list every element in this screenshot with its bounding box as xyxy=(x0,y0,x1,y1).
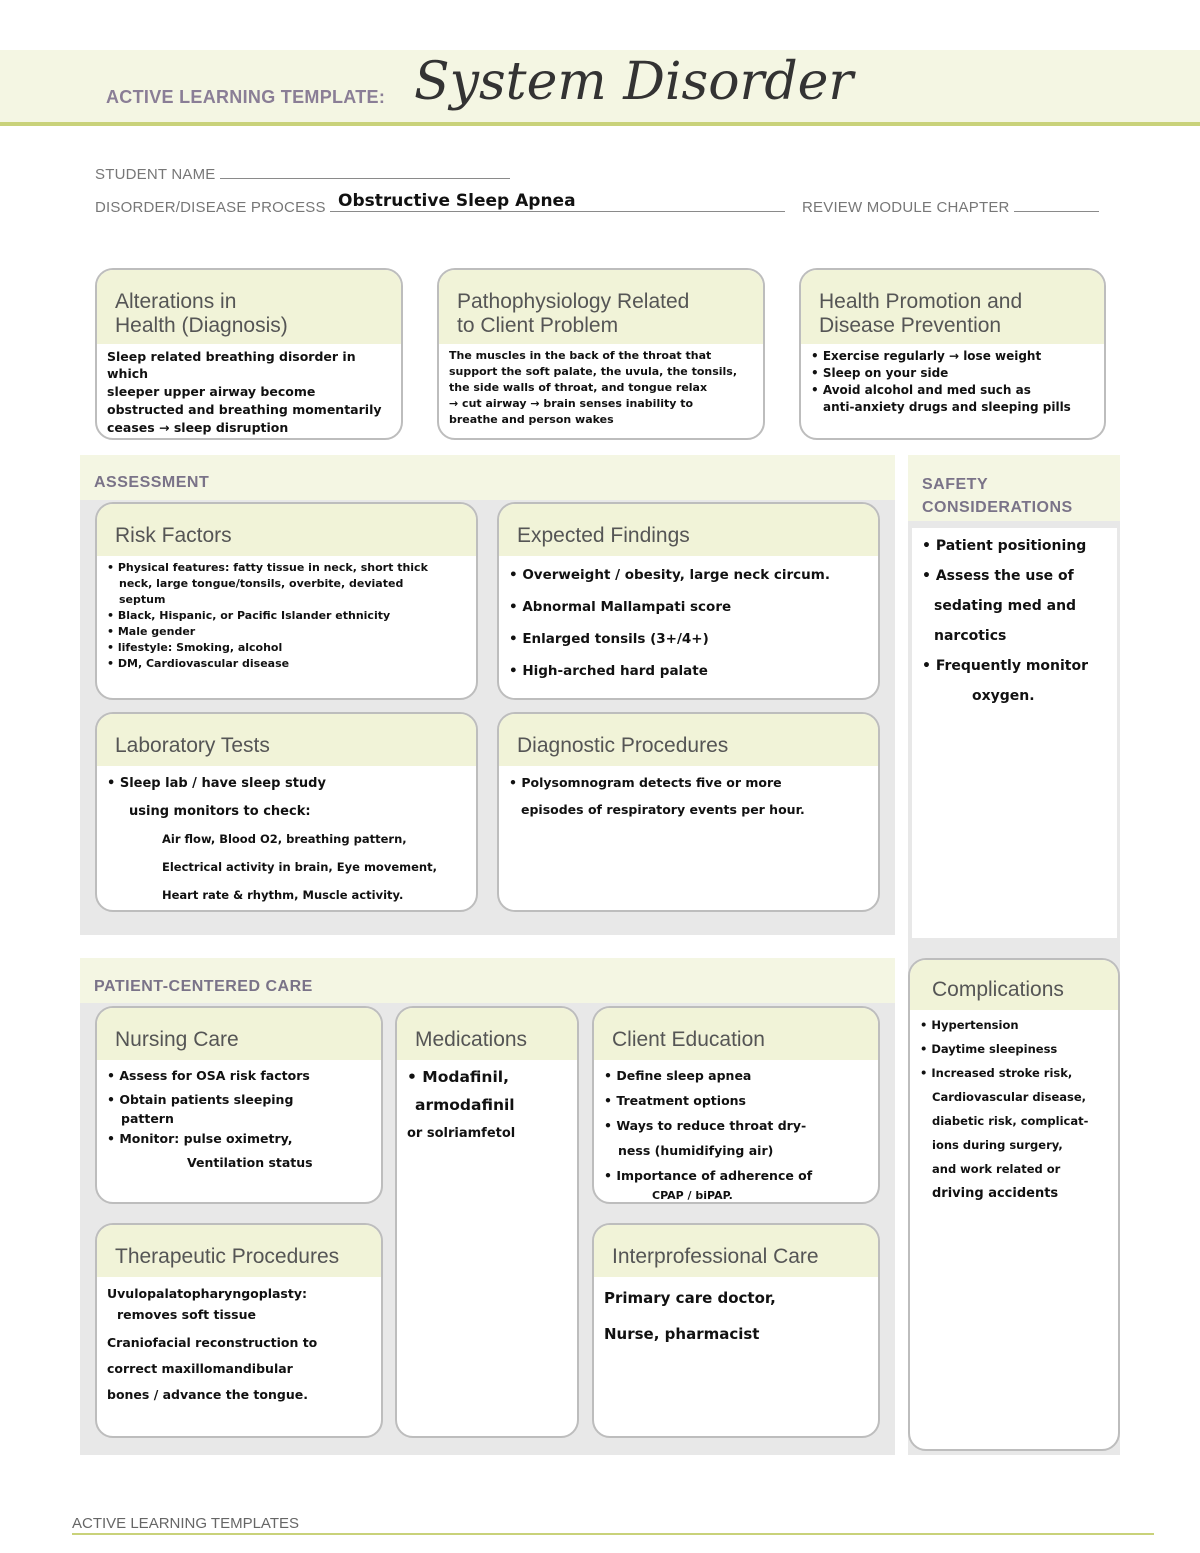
alterations-card xyxy=(95,268,403,440)
pathophysiology-content: The muscles in the back of the throat that support the soft palate, the uvula, the tonsils, the side walls of throat, and tongue relax → cut airway → brain senses inability to breathe and person wakes xyxy=(449,349,738,426)
disorder-value: Obstructive Sleep Apnea xyxy=(338,191,576,211)
therapeutic-procedures-card xyxy=(95,1223,383,1438)
laboratory-tests-title: Laboratory Tests xyxy=(97,714,476,766)
review-module-label: REVIEW MODULE CHAPTER xyxy=(802,199,1010,216)
template-label: ACTIVE LEARNING TEMPLATE: xyxy=(106,87,386,107)
medications-card xyxy=(395,1006,579,1438)
review-module-line xyxy=(1014,198,1099,212)
risk-factors-title: Risk Factors xyxy=(97,504,476,556)
nursing-care-title: Nursing Care xyxy=(97,1008,381,1060)
interprofessional-care-title: Interprofessional Care xyxy=(594,1225,878,1277)
student-name-field[interactable] xyxy=(95,165,510,183)
complications-title: Complications xyxy=(910,960,1118,1010)
nursing-care-card xyxy=(95,1006,383,1204)
safety-title: SAFETY CONSIDERATIONS xyxy=(922,476,1073,516)
pathophysiology-title: Pathophysiology Related to Client Problem xyxy=(439,270,763,344)
client-education-title: Client Education xyxy=(594,1008,878,1060)
health-promotion-title: Health Promotion and Disease Prevention xyxy=(801,270,1104,344)
medications-title: Medications xyxy=(397,1008,577,1060)
patient-care-title: PATIENT-CENTERED CARE xyxy=(94,978,313,995)
client-education-card xyxy=(592,1006,880,1204)
health-promotion-card xyxy=(799,268,1106,440)
expected-findings-card xyxy=(497,502,880,700)
disorder-label: DISORDER/DISEASE PROCESS xyxy=(95,199,326,216)
page-title: System Disorder xyxy=(414,52,854,112)
interprofessional-care-card xyxy=(592,1223,880,1438)
review-module-field[interactable] xyxy=(802,198,1099,216)
nursing-care-content: • Assess for OSA risk factors • Obtain patients sleeping pattern • Monitor: pulse oximetry, Ventilation status xyxy=(107,1068,313,1170)
student-name-line xyxy=(220,165,510,179)
expected-findings-content: • Overweight / obesity, large neck circum. • Abnormal Mallampati score • Enlarged tonsils (3+/4+) • High-arched hard palate xyxy=(509,567,830,679)
diagnostic-procedures-content: • Polysomnogram detects five or more episodes of respiratory events per hour. xyxy=(509,775,805,817)
risk-factors-card xyxy=(95,502,478,700)
alterations-content: Sleep related breathing disorder in which sleeper upper airway become obstructed and breathing momentarily ceases → sleep disruption xyxy=(107,349,382,435)
complications-content: • Hypertension • Daytime sleepiness • Increased stroke risk, Cardiovascular disease, diabetic risk, complicat- ions during surgery, and work related or driving accidents xyxy=(920,1018,1089,1201)
pathophysiology-card xyxy=(437,268,765,440)
laboratory-tests-card xyxy=(95,712,478,912)
therapeutic-procedures-title: Therapeutic Procedures xyxy=(97,1225,381,1277)
alterations-title: Alterations in Health (Diagnosis) xyxy=(97,270,401,344)
expected-findings-title: Expected Findings xyxy=(499,504,878,556)
complications-card xyxy=(908,958,1120,1451)
footer-label: ACTIVE LEARNING TEMPLATES xyxy=(72,1515,299,1532)
risk-factors-content: • Physical features: fatty tissue in neck, short thick neck, large tongue/tonsils, overbite, deviated septum • Black, Hispanic, or Pacific Islander ethnicity • Male gender • lifestyle: Smoking, alcohol • DM, Cardiovascular disease xyxy=(107,561,428,670)
medications-content: • Modafinil, armodafinil or solriamfetol xyxy=(407,1068,516,1141)
assessment-title: ASSESSMENT xyxy=(94,474,210,491)
health-promotion-content: • Exercise regularly → lose weight • Sleep on your side • Avoid alcohol and med such as anti-anxiety drugs and sleeping pills xyxy=(811,349,1071,414)
footer-divider xyxy=(72,1533,1154,1535)
interprofessional-care-content: Primary care doctor, Nurse, pharmacist xyxy=(604,1289,776,1343)
diagnostic-procedures-card xyxy=(497,712,880,912)
therapeutic-procedures-content: Uvulopalatopharyngoplasty: removes soft tissue Craniofacial reconstruction to correct maxillomandibular bones / advance the tongue. xyxy=(107,1286,318,1402)
header-divider xyxy=(0,122,1200,126)
client-education-content: • Define sleep apnea • Treatment options • Ways to reduce throat dry- ness (humidifying air) • Importance of adherence of CPAP / biPAP. xyxy=(604,1068,813,1202)
safety-content: • Patient positioning • Assess the use of sedating med and narcotics • Frequently monitor oxygen. xyxy=(912,528,1117,938)
diagnostic-procedures-title: Diagnostic Procedures xyxy=(499,714,878,766)
laboratory-tests-content: • Sleep lab / have sleep study using monitors to check: Air flow, Blood O2, breathing pattern, Electrical activity in brain, Eye movement, Heart rate & rhythm, Muscle activity. xyxy=(107,776,437,902)
student-name-label: STUDENT NAME xyxy=(95,166,216,183)
